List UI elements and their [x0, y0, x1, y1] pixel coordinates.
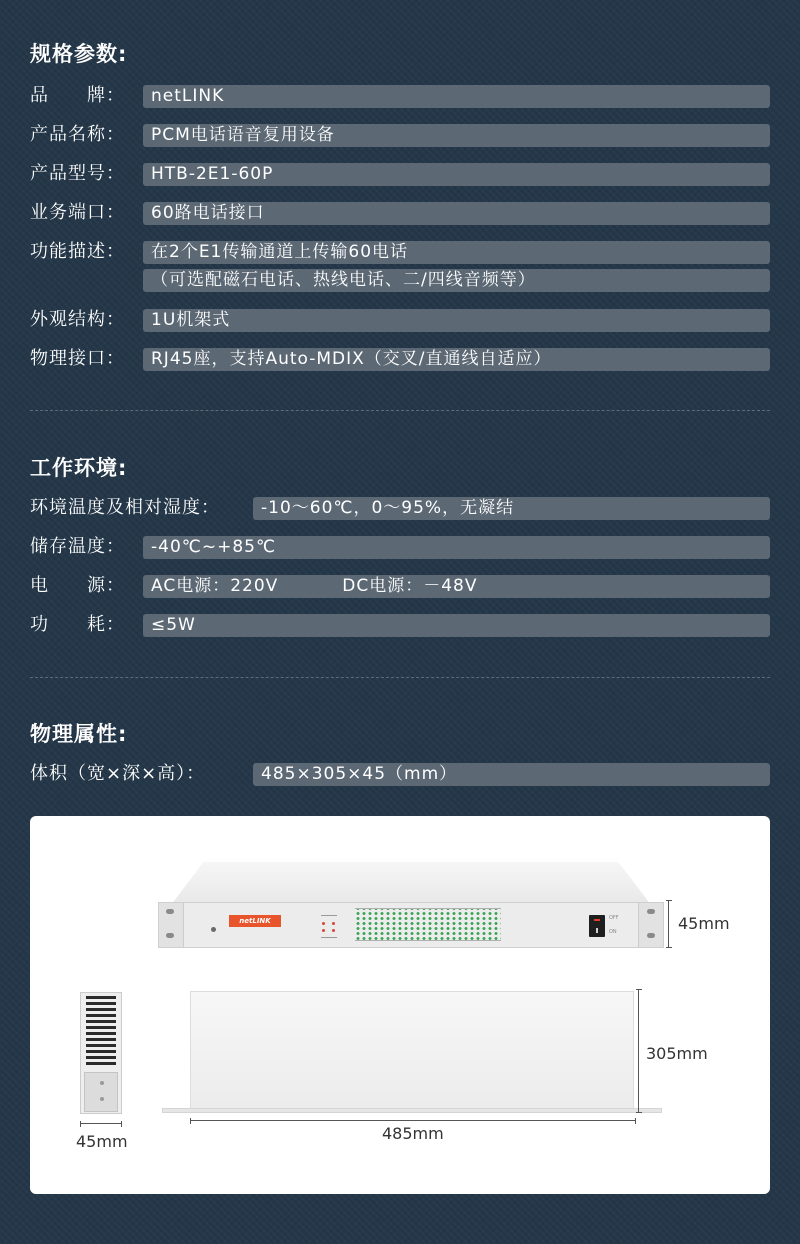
- spec-value: HTB-2E1-60P: [143, 163, 770, 186]
- section-title-specs: 规格参数:: [30, 42, 128, 66]
- side-bracket: [84, 1072, 118, 1112]
- rack-ear-left: [159, 903, 184, 947]
- spec-value: （可选配磁石电话、热线电话、二/四线音频等）: [143, 269, 770, 292]
- env-row-temp-humidity: [30, 496, 770, 520]
- channel-led-grid: [355, 909, 501, 941]
- spec-row-function-extra: [30, 268, 770, 292]
- phys-row-volume: [30, 762, 770, 786]
- section-divider: [30, 410, 770, 411]
- vent-slots-icon: [86, 996, 116, 1068]
- device-top-view: [190, 991, 634, 1109]
- switch-on-label: ON: [609, 929, 617, 935]
- env-label: 电 源：: [30, 575, 125, 596]
- env-label: 环境温度及相对湿度：: [30, 497, 220, 518]
- device-front-panel: [158, 902, 664, 948]
- spec-label: 功能描述：: [30, 241, 125, 262]
- env-row-consumption: [30, 613, 770, 637]
- spec-label: 外观结构：: [30, 309, 125, 330]
- brand-logo: netLINK: [229, 915, 281, 927]
- phys-value: 485×305×45（mm）: [253, 763, 770, 786]
- ac-power: AC电源：220V: [151, 576, 279, 596]
- spec-value: 1U机架式: [143, 309, 770, 332]
- spec-row-function: [30, 240, 770, 264]
- env-label: 储存温度：: [30, 536, 125, 557]
- spec-label: 产品型号：: [30, 163, 125, 184]
- width-dimension-label: 485mm: [382, 1124, 444, 1143]
- status-led-group: [317, 909, 341, 941]
- env-row-power: [30, 574, 770, 598]
- device-side-view: [80, 992, 122, 1114]
- switch-off-label: OFF: [609, 915, 619, 921]
- env-label: 功 耗：: [30, 614, 125, 635]
- section-title-environment: 工作环境:: [30, 456, 128, 480]
- spec-label: 物理接口：: [30, 348, 125, 369]
- spec-label: 业务端口：: [30, 202, 125, 223]
- top-view-front-rail: [162, 1108, 662, 1113]
- spec-row-ports: [30, 201, 770, 225]
- height-dimension-label: 45mm: [678, 914, 730, 933]
- spec-value: 在2个E1传输通道上传输60电话: [143, 241, 770, 264]
- device-top-cover: [158, 862, 664, 902]
- env-value: [143, 575, 770, 598]
- env-value: -40℃~+85℃: [143, 536, 770, 559]
- rack-ear-right: [638, 903, 663, 947]
- depth-dimension-line: [636, 989, 642, 1113]
- spec-value: PCM电话语音复用设备: [143, 124, 770, 147]
- spec-row-model: [30, 162, 770, 186]
- spec-row-name: [30, 123, 770, 147]
- section-divider: [30, 677, 770, 678]
- env-row-storage-temp: [30, 535, 770, 559]
- side-width-dimension-label: 45mm: [76, 1132, 128, 1151]
- spec-label: 产品名称：: [30, 124, 125, 145]
- spec-value: RJ45座，支持Auto-MDIX（交叉/直通线自适应）: [143, 348, 770, 371]
- spec-row-structure: [30, 308, 770, 332]
- env-value: ≤5W: [143, 614, 770, 637]
- spec-value: netLINK: [143, 85, 770, 108]
- spec-row-interface: [30, 347, 770, 371]
- device-front-view: [158, 862, 664, 948]
- spec-value: 60路电话接口: [143, 202, 770, 225]
- depth-dimension-label: 305mm: [646, 1044, 708, 1063]
- spec-row-brand: [30, 84, 770, 108]
- phys-label: 体积（宽×深×高）：: [30, 763, 206, 784]
- env-value: -10～60℃，0～95%，无凝结: [253, 497, 770, 520]
- power-led-icon: [211, 927, 216, 932]
- channel-label-strip-top: [355, 908, 501, 909]
- power-switch-icon: [589, 915, 605, 937]
- dc-power: DC电源：－48V: [342, 576, 478, 596]
- section-title-physical: 物理属性:: [30, 722, 128, 746]
- side-width-dimension-line: [80, 1121, 122, 1127]
- dimension-diagram-panel: [30, 816, 770, 1194]
- height-dimension-line: [666, 900, 672, 948]
- channel-label-strip-bottom: [355, 940, 501, 941]
- spec-label: 品 牌：: [30, 85, 125, 106]
